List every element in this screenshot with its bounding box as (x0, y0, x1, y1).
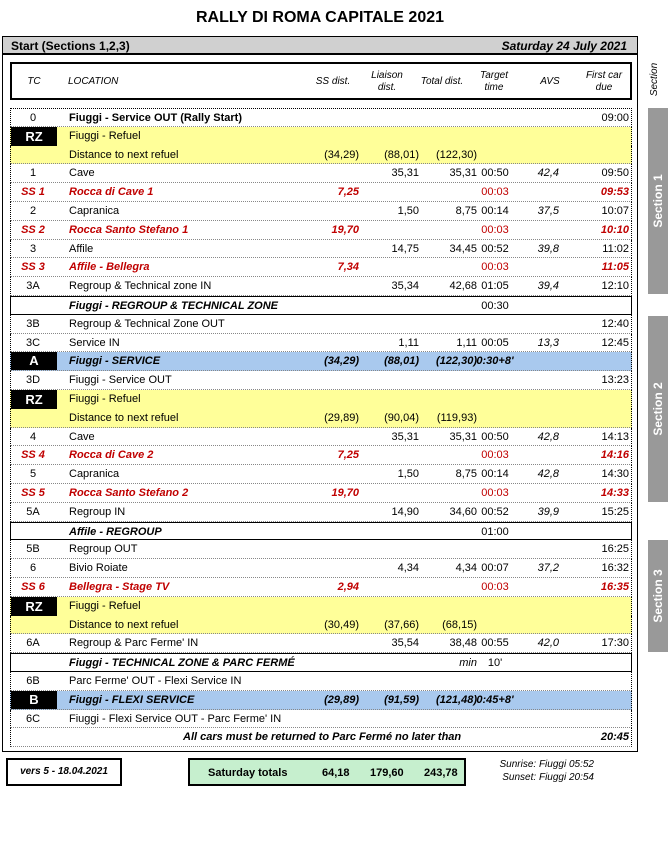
table-row: 3C Service IN 1,11 1,11 00:05 13,3 12:45 (10, 334, 632, 353)
table-row: 3D Fiuggi - Service OUT 13:23 (10, 371, 632, 390)
start-sections-label: Start (Sections 1,2,3) (11, 39, 130, 53)
header-liaison-line1: Liaison (371, 70, 403, 81)
header-liaison-line2: dist. (377, 82, 397, 93)
itinerary-table (10, 108, 632, 747)
totals-total: 243,78 (424, 767, 458, 779)
table-row: 6 Bivio Roiate 4,34 4,34 00:07 37,2 16:32 (10, 559, 632, 578)
table-row: 5A Regroup IN 14,90 34,60 00:52 39,9 15:25 (10, 503, 632, 522)
header-first-car-due (578, 70, 630, 94)
stage-row: SS 2 Rocca Santo Stefano 1 19,70 00:03 10:10 (10, 221, 632, 240)
final-notice: All cars must be returned to Parc Fermé no later than (183, 731, 462, 744)
column-header (10, 62, 632, 100)
table-row: 6B Parc Ferme' OUT - Flexi Service IN (10, 672, 632, 691)
page-title: RALLY DI ROMA CAPITALE 2021 (195, 9, 445, 26)
header-target-time (472, 70, 516, 94)
regroup-row: Fiuggi - REGROUP & TECHNICAL ZONE 00:30 (10, 296, 632, 315)
refuel-zone-badge: RZ (11, 390, 57, 428)
table-row: 0 Fiuggi - Service OUT (Rally Start) 09:00 (10, 108, 632, 127)
sunrise: Sunrise: Fiuggi 05:52 (499, 759, 594, 770)
version-box: vers 5 - 18.04.2021 (6, 758, 122, 786)
sun-times (480, 758, 594, 784)
header-due-line1: First car (585, 70, 623, 81)
table-row: 4 Cave 35,31 35,31 00:50 42,8 14:13 (10, 428, 632, 447)
start-bar (2, 36, 638, 54)
regroup-row: Affile - REGROUP 01:00 (10, 522, 632, 541)
header-section: Section (649, 62, 661, 97)
header-total-dist: Total dist. (420, 76, 464, 87)
flexi-service-row: B Fiuggi - FLEXI SERVICE (29,89) (91,59) (121,48) 0:45+8' (10, 691, 632, 710)
table-row: 1 Cave 35,31 35,31 00:50 42,4 09:50 (10, 164, 632, 183)
section-3-tab: Section 3 (648, 540, 668, 652)
totals-label: Saturday totals (208, 767, 288, 779)
section-2-tab: Section 2 (648, 316, 668, 502)
header-target-line2: time (484, 82, 504, 93)
refuel-distance-row: Distance to next refuel (30,49) (37,66) (68,15) (10, 616, 632, 635)
table-row: 5 Capranica 1,50 8,75 00:14 42,8 14:30 (10, 465, 632, 484)
table-row: 3B Regroup & Technical Zone OUT 12:40 (10, 315, 632, 334)
flexi-service-badge: B (11, 691, 57, 709)
refuel-zone-badge: RZ (11, 127, 57, 165)
table-row: 3 Affile 14,75 34,45 00:52 39,8 11:02 (10, 240, 632, 259)
refuel-zone-badge: RZ (11, 597, 57, 635)
totals-ss: 64,18 (322, 767, 350, 779)
saturday-totals (188, 758, 466, 786)
header-tc: TC (27, 76, 41, 87)
service-badge: A (11, 352, 57, 370)
header-ss-dist: SS dist. (315, 76, 351, 87)
refuel-distance-row: Distance to next refuel (34,29) (88,01) (122,30) (10, 146, 632, 165)
refuel-row: RZ Fiuggi - Refuel (10, 390, 632, 409)
sunset: Sunset: Fiuggi 20:54 (502, 772, 594, 783)
refuel-row: RZ Fiuggi - Refuel (10, 597, 632, 616)
header-avs: AVS (540, 76, 560, 87)
stage-row: SS 4 Rocca di Cave 2 7,25 00:03 14:16 (10, 446, 632, 465)
table-row: 6A Regroup & Parc Ferme' IN 35,54 38,48 00:55 42,0 17:30 (10, 634, 632, 653)
totals-liaison: 179,60 (370, 767, 404, 779)
stage-row: SS 6 Bellegra - Stage TV 2,94 00:03 16:35 (10, 578, 632, 597)
refuel-distance-row: Distance to next refuel (29,89) (90,04) (119,93) (10, 409, 632, 428)
section-1-tab: Section 1 (648, 108, 668, 294)
stage-row: SS 1 Rocca di Cave 1 7,25 00:03 09:53 (10, 183, 632, 202)
header-location: LOCATION (68, 76, 119, 87)
table-row: 2 Capranica 1,50 8,75 00:14 37,5 10:07 (10, 202, 632, 221)
header-liaison (362, 70, 412, 94)
refuel-row: RZ Fiuggi - Refuel (10, 127, 632, 146)
final-notice-row: All cars must be returned to Parc Fermé no later than 20:45 (10, 728, 632, 747)
parc-ferme-row: Fiuggi - TECHNICAL ZONE & PARC FERMÉ min 10' (10, 653, 632, 672)
header-due-line2: due (595, 82, 613, 93)
table-row: 3A Regroup & Technical zone IN 35,34 42,68 01:05 39,4 12:10 (10, 277, 632, 296)
service-row: A Fiuggi - SERVICE (34,29) (88,01) (122,30) 0:30+8' (10, 352, 632, 371)
stage-row: SS 5 Rocca Santo Stefano 2 19,70 00:03 14:33 (10, 484, 632, 503)
table-row: 5B Regroup OUT 16:25 (10, 540, 632, 559)
header-target-line1: Target (480, 70, 508, 81)
stage-row: SS 3 Affile - Bellegra 7,34 00:03 11:05 (10, 258, 632, 277)
table-row: 6C Fiuggi - Flexi Service OUT - Parc Ferme' IN (10, 710, 632, 729)
start-date-label: Saturday 24 July 2021 (501, 39, 627, 53)
